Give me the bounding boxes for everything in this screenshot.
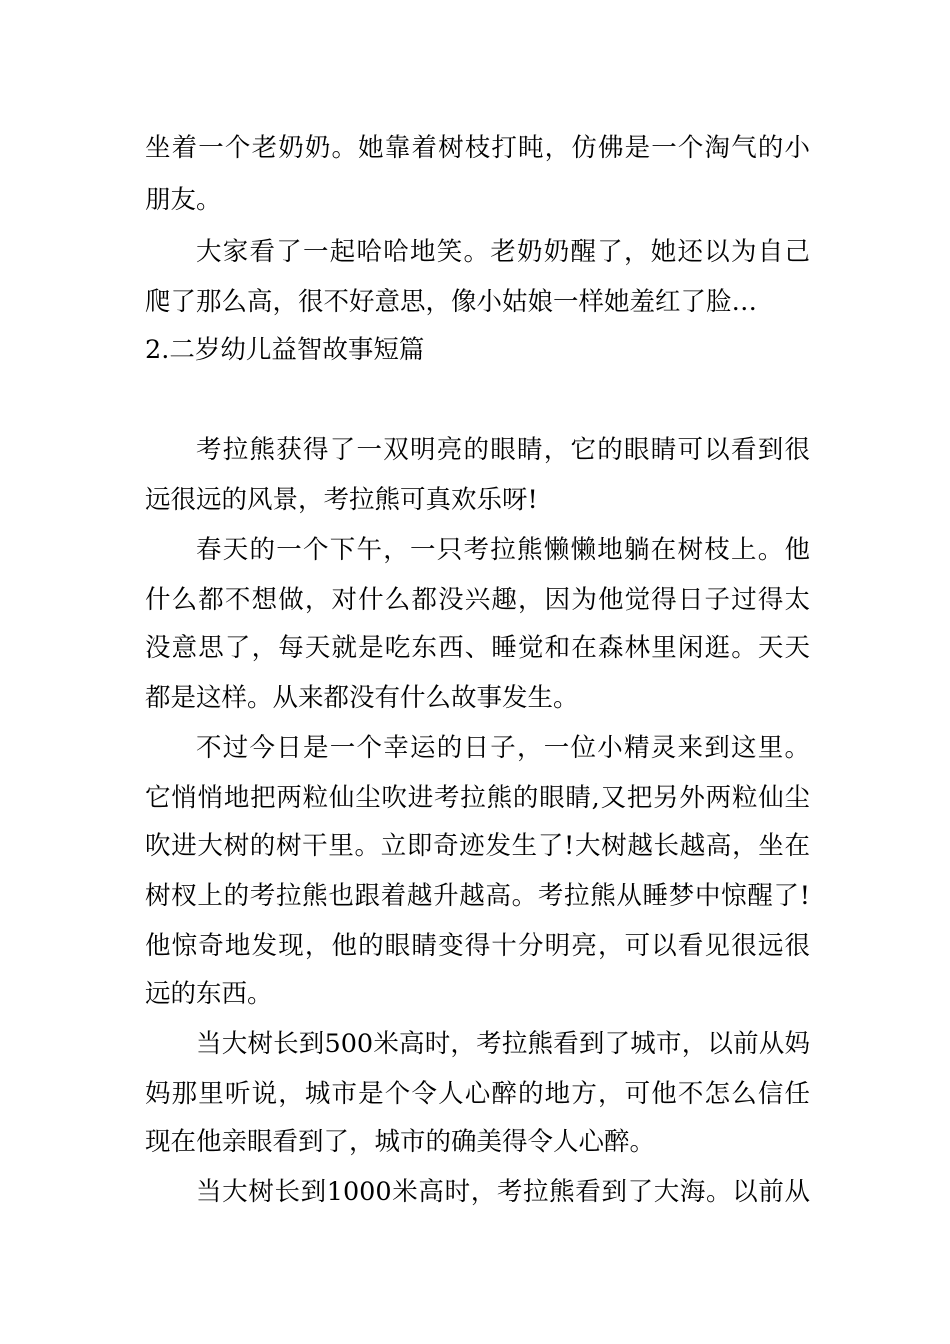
- text-line: 妈那里听说，城市是个令人心醉的地方，可他不怎么信任: [145, 1079, 810, 1109]
- text-line: 都是这样。从来都没有什么故事发生。: [145, 683, 579, 713]
- text-line: 朋友。: [145, 185, 222, 215]
- text-line: 吹进大树的树干里。立即奇迹发生了!大树越长越高，坐在: [145, 831, 810, 861]
- text-line: 坐着一个老奶奶。她靠着树枝打盹，仿佛是一个淘气的小: [145, 133, 810, 163]
- text-line: 大家看了一起哈哈地笑。老奶奶醒了，她还以为自己: [196, 237, 810, 267]
- text-line: 当大树长到500米高时，考拉熊看到了城市，以前从妈: [196, 1029, 810, 1059]
- text-line: 春天的一个下午，一只考拉熊懒懒地躺在树枝上。他: [196, 535, 810, 565]
- text-line: 他惊奇地发现，他的眼睛变得十分明亮，可以看见很远很: [145, 931, 810, 961]
- text-line: 考拉熊获得了一双明亮的眼睛，它的眼睛可以看到很: [196, 435, 810, 465]
- text-line: 什么都不想做，对什么都没兴趣，因为他觉得日子过得太: [145, 585, 810, 615]
- text-line: 没意思了，每天就是吃东西、睡觉和在森林里闲逛。天天: [145, 633, 810, 663]
- text-line: 当大树长到1000米高时，考拉熊看到了大海。以前从: [196, 1177, 810, 1207]
- text-line: 爬了那么高，很不好意思，像小姑娘一样她羞红了脸…: [145, 287, 758, 317]
- text-line: 远很远的风景，考拉熊可真欢乐呀!: [145, 485, 538, 515]
- text-line: 远的东西。: [145, 979, 273, 1009]
- text-line: 树杈上的考拉熊也跟着越升越高。考拉熊从睡梦中惊醒了!: [145, 881, 810, 911]
- section-heading: 2.二岁幼儿益智故事短篇: [145, 335, 425, 365]
- text-line: 现在他亲眼看到了，城市的确美得令人心醉。: [145, 1127, 656, 1157]
- text-line: 不过今日是一个幸运的日子，一位小精灵来到这里。: [196, 733, 810, 763]
- text-line: 它悄悄地把两粒仙尘吹进考拉熊的眼睛,又把另外两粒仙尘: [145, 783, 810, 813]
